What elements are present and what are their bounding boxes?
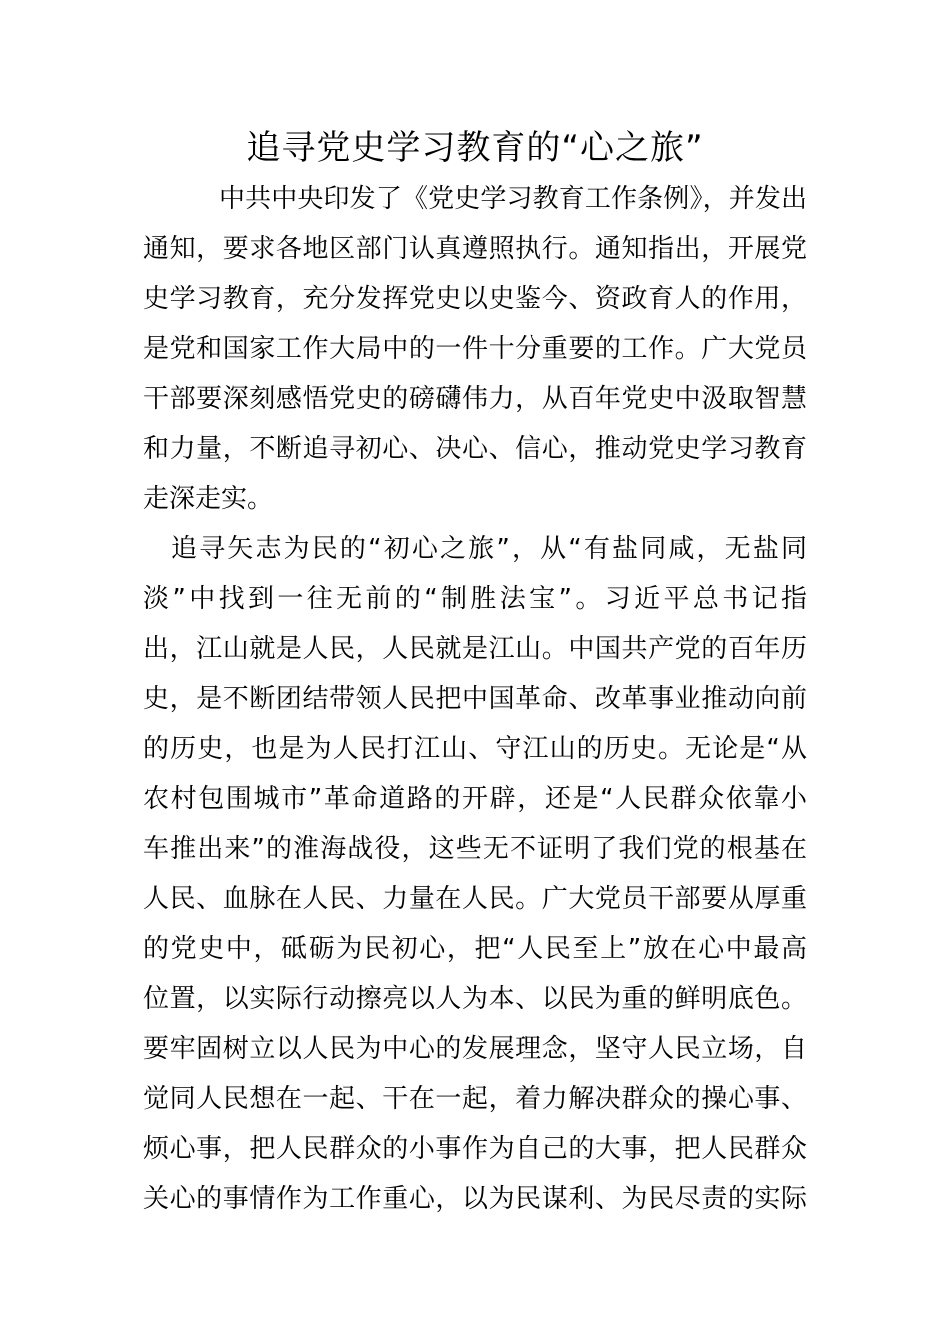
paragraph-line: 位置，以实际行动擦亮以人为本、以民为重的鲜明底色。 — [143, 984, 807, 1014]
document-title: 追寻党史学习教育的“心之旅” — [246, 128, 704, 168]
paragraph-line: 的历史，也是为人民打江山、守江山的历史。无论是“从 — [143, 734, 807, 764]
paragraph-line: 觉同人民想在一起、干在一起，着力解决群众的操心事、 — [143, 1084, 807, 1114]
paragraph-line: 追寻矢志为民的“初心之旅”，从“有盐同咸，无盐同 — [171, 534, 807, 564]
paragraph-line: 史学习教育，充分发挥党史以史鉴今、资政育人的作用， — [143, 284, 807, 314]
paragraph-line: 要牢固树立以人民为中心的发展理念，坚守人民立场，自 — [143, 1034, 807, 1064]
paragraph-line: 出，江山就是人民，人民就是江山。中国共产党的百年历 — [143, 634, 807, 664]
paragraph-line: 关心的事情作为工作重心，以为民谋利、为民尽责的实际 — [143, 1184, 807, 1214]
paragraph-line: 烦心事，把人民群众的小事作为自己的大事，把人民群众 — [143, 1134, 807, 1164]
paragraph-line: 中共中央印发了《党史学习教育工作条例》，并发出 — [219, 184, 807, 214]
paragraph-line: 农村包围城市”革命道路的开辟，还是“人民群众依靠小 — [143, 784, 807, 814]
paragraph-line: 人民、血脉在人民、力量在人民。广大党员干部要从厚重 — [143, 884, 807, 914]
paragraph-line: 史，是不断团结带领人民把中国革命、改革事业推动向前 — [143, 684, 807, 714]
paragraph-line: 通知，要求各地区部门认真遵照执行。通知指出，开展党 — [143, 234, 807, 264]
paragraph-line: 的党史中，砥砺为民初心，把“人民至上”放在心中最高 — [143, 934, 807, 964]
paragraph-line: 是党和国家工作大局中的一件十分重要的工作。广大党员 — [143, 334, 807, 364]
paragraph-line: 干部要深刻感悟党史的磅礴伟力，从百年党史中汲取智慧 — [143, 384, 807, 414]
paragraph-line: 淡”中找到一往无前的“制胜法宝”。习近平总书记指 — [143, 584, 807, 614]
paragraph-line: 和力量，不断追寻初心、决心、信心，推动党史学习教育 — [143, 434, 807, 464]
paragraph-line: 车推出来”的淮海战役，这些无不证明了我们党的根基在 — [143, 834, 807, 864]
paragraph-line: 走深走实。 — [143, 484, 274, 514]
